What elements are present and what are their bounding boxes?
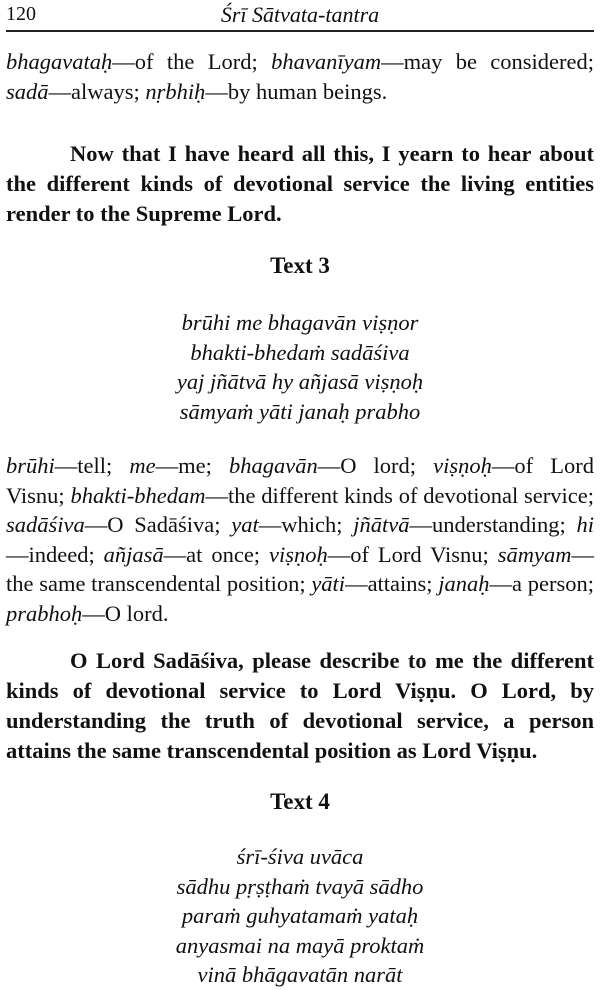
gloss-text: —which; (258, 512, 354, 537)
verse-line: anyasmai na mayā proktaṁ (175, 932, 425, 958)
gloss-text: —O lord; (317, 453, 434, 478)
gloss-text: —may be considered; (381, 49, 595, 74)
sanskrit-term: bhakti-bhedam (70, 482, 206, 508)
sanskrit-term: añjasā (103, 541, 164, 567)
verse-line: brūhi me bhagavān viṣṇor (181, 310, 419, 335)
verse-line: sādhu pṛṣṭhaṁ tvayā sādho (176, 873, 424, 899)
verse-line: yaj jñātvā hy añjasā viṣṇoḥ (176, 369, 424, 394)
text-3-translation: O Lord Sadāśiva, please describe to me the different kinds of devotional service to Lord Viṣṇu. O Lord, by understanding the truth of devotional service, a person attains the same transcendental position as Lord Viṣṇu. (6, 648, 594, 763)
gloss-text: —O lord. (82, 600, 169, 626)
sanskrit-term: brūhi (6, 453, 55, 478)
sanskrit-term: prabhoḥ (6, 600, 83, 626)
text-3-heading: Text 3 (270, 253, 330, 278)
sanskrit-term: bhagavataḥ (6, 49, 113, 74)
sanskrit-term: sāmyam (497, 541, 572, 567)
gloss-text: —by human beings. (205, 78, 388, 104)
gloss-text: —a person; (489, 571, 594, 596)
text-3-verse (6, 308, 594, 426)
page-number: 120 (6, 3, 36, 25)
text-4-heading: Text 4 (270, 789, 330, 814)
gloss-text: —indeed; (6, 541, 104, 567)
sanskrit-term: hi (576, 512, 594, 537)
running-title: Śrī Sātvata-tantra (220, 2, 380, 27)
sanskrit-term: sadāśiva (6, 512, 85, 537)
page-header (6, 0, 594, 32)
gloss-text: —at once; (163, 541, 269, 567)
gloss-text: —tell; (54, 453, 130, 478)
sanskrit-term: janaḥ (438, 571, 490, 596)
verse-line: sāmyaṁ yāti janaḥ prabho (179, 398, 421, 424)
gloss-text: —understanding; (409, 512, 577, 537)
sanskrit-term: nṛbhiḥ (145, 78, 206, 104)
sanskrit-term: viṣṇoḥ (433, 453, 492, 478)
gloss-text: —attains; (345, 571, 439, 596)
sanskrit-term: yāti (311, 571, 346, 596)
text-4-verse (6, 842, 594, 990)
sanskrit-term: viṣṇoḥ (268, 541, 328, 567)
sanskrit-term: jñātvā (353, 512, 410, 537)
gloss-text: —of Lord Visnu; (6, 453, 594, 508)
sanskrit-term: me (129, 453, 156, 478)
gloss-text: —always; (48, 78, 146, 104)
verse-line: śrī-śiva uvāca (236, 844, 364, 869)
translation-previous: Now that I have heard all this, I yearn to hear about the different kinds of devotional service the living entities render to the Supreme Lord. (6, 141, 594, 226)
verse-line: bhakti-bhedaṁ sadāśiva (190, 339, 410, 365)
gloss-text: —of Lord Visnu; (327, 541, 498, 567)
sanskrit-term: yat (231, 512, 259, 537)
sanskrit-term: sadā (6, 78, 49, 104)
gloss-text: —O Sadāśiva; (84, 512, 232, 537)
gloss-text: —the different kinds of devotional service; (205, 482, 595, 508)
sanskrit-term: bhagavān (228, 453, 318, 478)
gloss-text: —me; (155, 453, 229, 478)
verse-line: vinā bhāgavatān narāt (197, 962, 403, 987)
text-3-gloss (6, 451, 594, 628)
gloss-text: —of the Lord; (112, 49, 272, 74)
gloss-previous (6, 47, 594, 106)
gloss-text: —the same transcendental position; (6, 541, 594, 596)
sanskrit-term: bhavanīyam (271, 49, 382, 74)
verse-line: paraṁ guhyatamaṁ yataḥ (181, 903, 419, 928)
